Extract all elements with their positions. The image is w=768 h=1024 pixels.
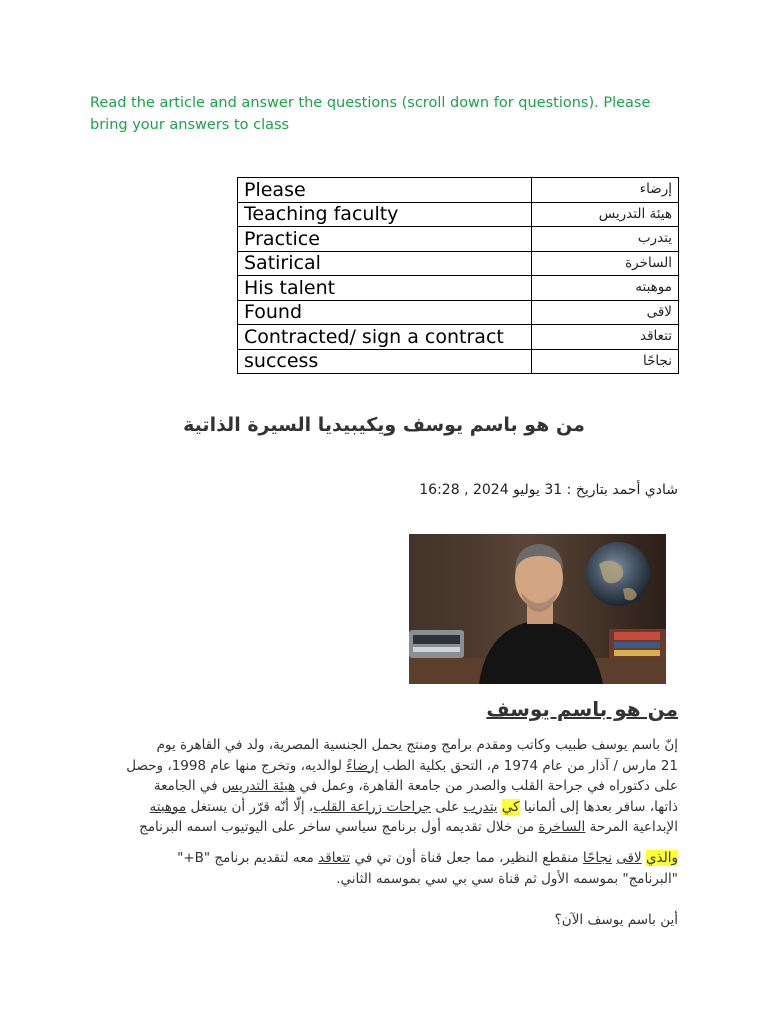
vocab-term-practice: يتدرب (463, 798, 498, 815)
text-run: منقطع النظير، مما جعل قناة أون تي في (350, 850, 583, 866)
table-row (238, 349, 679, 374)
article-title: من هو باسم يوسف ويكيبيديا السيرة الذاتية (183, 414, 585, 436)
english-word: Teaching faculty (238, 202, 532, 227)
article-paragraph (78, 735, 678, 838)
vocab-term-contracted: تتعاقد (318, 850, 351, 866)
english-word: Please (238, 178, 532, 203)
vocab-term-please: إرضاءً (346, 757, 379, 774)
arabic-word: تتعاقد (532, 325, 679, 350)
article-photo (409, 534, 666, 684)
paragraph-line: إنّ باسم يوسف طبيب وكاتب ومقدم برامج ومنتج يحمل الجنسية المصرية، ولد في القاهرة يوم (156, 737, 678, 753)
table-row (238, 178, 679, 203)
english-word: Found (238, 300, 532, 325)
paragraph-line (78, 848, 678, 869)
text-run: من خلال تقديمه أول برنامج سياسي ساخر على اليوتيوب اسمه البرنامج (139, 819, 539, 835)
table-row (238, 202, 679, 227)
table-row (238, 276, 679, 301)
highlighted-word: كي (501, 798, 520, 815)
text-run: ، إلّا أنّه قرّر أن يستغل (186, 798, 314, 815)
paragraph-line (78, 776, 678, 797)
arabic-word: يتدرب (532, 227, 679, 252)
table-row (238, 227, 679, 252)
vocab-term-success: نجاحًا (582, 850, 612, 866)
text-run: الإبداعية المرحة (585, 819, 678, 835)
article-byline: شادي أحمد بتاريخ : 31 يوليو 2024 , 16:28 (419, 482, 678, 498)
table-row (238, 300, 679, 325)
vocab-term-found: لاقى (616, 850, 642, 866)
table-row (238, 325, 679, 350)
instructions-text: Read the article and answer the questions (scroll down for questions). Please bring your answers to class (90, 95, 651, 133)
text-run: على دكتوراه في جراحة القلب والصدر من جامعة القاهرة، وعمل في (295, 778, 678, 794)
vocabulary-table (237, 177, 679, 374)
text-run: لوالديه، وتخرج منها عام 1998، وحصل (126, 757, 347, 774)
english-word: success (238, 349, 532, 374)
question-text: أين باسم يوسف الآن؟ (554, 912, 678, 928)
portrait-image (409, 534, 666, 684)
english-word: Contracted/ sign a contract (238, 325, 532, 350)
table-row (238, 251, 679, 276)
vocab-term-teaching-faculty: هيئة التدريس (221, 778, 296, 794)
highlighted-word: والذي (645, 850, 678, 866)
arabic-word: نجاحًا (532, 349, 679, 374)
text-run: معه لتقديم برنامج "B+" (177, 850, 319, 866)
paragraph-line (78, 817, 678, 838)
text-run: في الجامعة (153, 778, 222, 794)
arabic-word: لاقى (532, 300, 679, 325)
paragraph-line: "البرنامج" بموسمه الأول ثم قناة سي بي سي بموسمه الثاني. (336, 870, 678, 887)
text-run: على (431, 798, 464, 815)
article-subheading: من هو باسم يوسف (486, 697, 678, 721)
vocab-term-satirical: الساخرة (538, 819, 586, 835)
arabic-word: موهبته (532, 276, 679, 301)
arabic-word: إرضاء (532, 178, 679, 203)
text-run: 21 مارس / آذار من عام 1974 م، التحق بكلية الطب (378, 757, 678, 774)
paragraph-line (78, 797, 678, 818)
english-word: Practice (238, 227, 532, 252)
underlined-phrase: جراحات زراعة القلب (313, 798, 432, 815)
arabic-word: هيئة التدريس (532, 202, 679, 227)
paragraph-line (78, 756, 678, 777)
text-run: ذاتها، سافر بعدها إلى ألمانيا (519, 798, 678, 815)
article-paragraph (78, 848, 678, 889)
arabic-word: الساخرة (532, 251, 679, 276)
english-word: Satirical (238, 251, 532, 276)
vocab-term-talent: موهبته (149, 798, 187, 815)
english-word: His talent (238, 276, 532, 301)
